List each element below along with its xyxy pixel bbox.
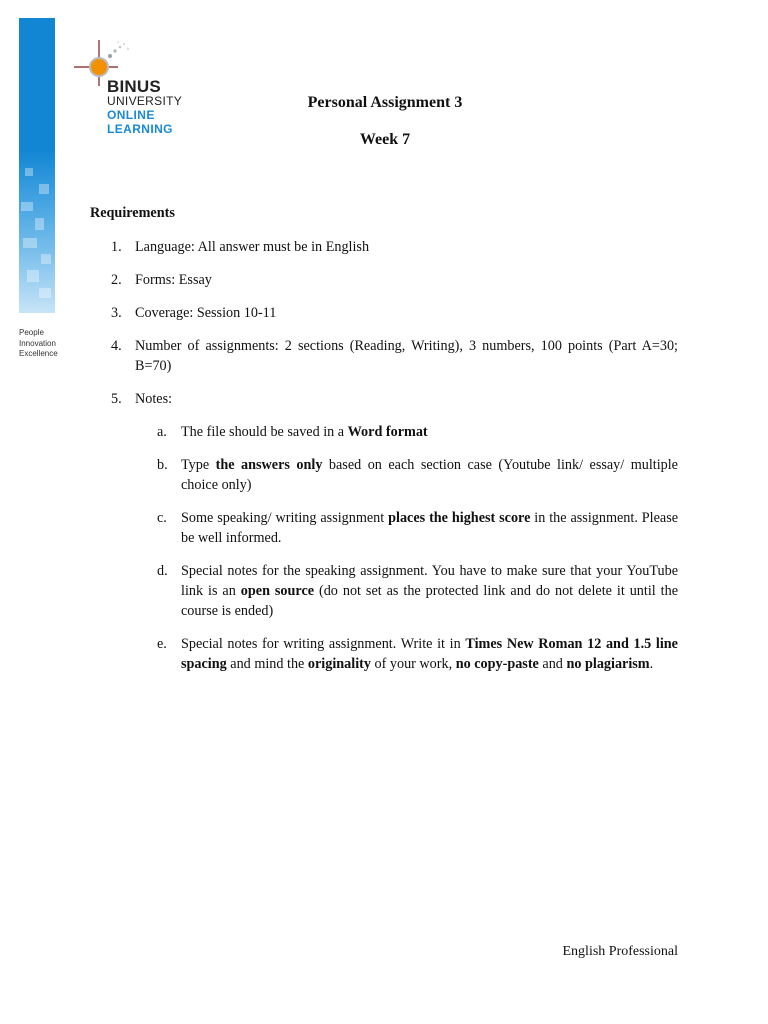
note-letter: e.	[157, 636, 167, 652]
item-text: Notes:	[135, 391, 173, 407]
note-emphasis: originality	[307, 656, 371, 672]
note-item	[90, 634, 678, 674]
tagline-excellence: Excellence	[19, 349, 58, 358]
note-emphasis: places the highest score	[388, 510, 531, 526]
note-emphasis: no copy-paste	[455, 656, 539, 672]
requirement-item	[90, 270, 678, 290]
requirement-item	[90, 389, 678, 409]
item-text: Language: All answer must be in English	[135, 239, 370, 255]
note-item	[90, 561, 678, 621]
note-item	[90, 508, 678, 548]
item-text: Number of assignments: 2 sections (Reading, Writing), 3 numbers, 100 points (Part A=30; B=70)	[135, 338, 678, 374]
document-subtitle: Week 7	[359, 131, 411, 148]
item-number: 2.	[111, 272, 122, 288]
note-text: Special notes for the speaking assignment. You have to make sure that your YouTube link is an	[181, 563, 678, 599]
note-letter: c.	[157, 510, 167, 526]
note-text: in the assignment. Please be well informed.	[181, 510, 679, 546]
note-emphasis: open source	[240, 583, 315, 599]
tagline-people: People	[19, 328, 44, 337]
brand-university: UNIVERSITY	[107, 94, 183, 108]
note-letter: d.	[157, 563, 168, 579]
requirements-heading: Requirements	[90, 205, 175, 221]
item-text: Forms: Essay	[135, 272, 212, 288]
note-text: The file should be saved in a	[181, 424, 348, 440]
note-text: .	[649, 656, 654, 672]
note-text: and mind the	[226, 656, 308, 672]
binus-wordmark	[107, 78, 182, 136]
document-title: Personal Assignment 3	[307, 94, 463, 111]
note-text: (do not set as the protected link and do not delete it until the course is ended)	[181, 583, 679, 619]
brand-learning: LEARNING	[107, 122, 173, 136]
note-emphasis: Times New Roman 12 and 1.5 line spacing	[181, 636, 678, 672]
tagline-innovation: Innovation	[19, 338, 56, 348]
note-item	[90, 422, 678, 442]
note-text: Type	[181, 457, 216, 473]
note-letter: b.	[157, 457, 168, 473]
decorative-side-strip	[19, 18, 55, 313]
brand-online: ONLINE	[107, 108, 155, 122]
item-number: 4.	[111, 338, 122, 354]
item-number: 3.	[111, 305, 122, 321]
binus-logo	[72, 36, 202, 146]
requirement-item	[90, 237, 678, 257]
item-number: 1.	[111, 239, 122, 255]
note-text: based on each section case (Youtube link/ essay/ multiple choice only)	[181, 457, 678, 493]
requirement-item	[90, 303, 678, 323]
note-emphasis: no plagiarism	[566, 656, 650, 672]
note-emphasis: Word format	[347, 424, 428, 440]
note-text: and	[538, 656, 567, 672]
note-emphasis: the answers only	[215, 457, 323, 473]
item-number: 5.	[111, 391, 122, 407]
note-item	[90, 455, 678, 495]
note-text: Special notes for writing assignment. Write it in	[181, 636, 466, 652]
note-text: of your work,	[370, 656, 456, 672]
requirement-item	[90, 336, 678, 376]
tagline	[19, 328, 58, 360]
page-footer: English Professional	[562, 944, 678, 959]
note-letter: a.	[157, 424, 167, 440]
note-text: Some speaking/ writing assignment	[181, 510, 389, 526]
item-text: Coverage: Session 10-11	[135, 305, 277, 321]
brand-name: BINUS	[107, 77, 161, 96]
document-body	[90, 203, 678, 687]
